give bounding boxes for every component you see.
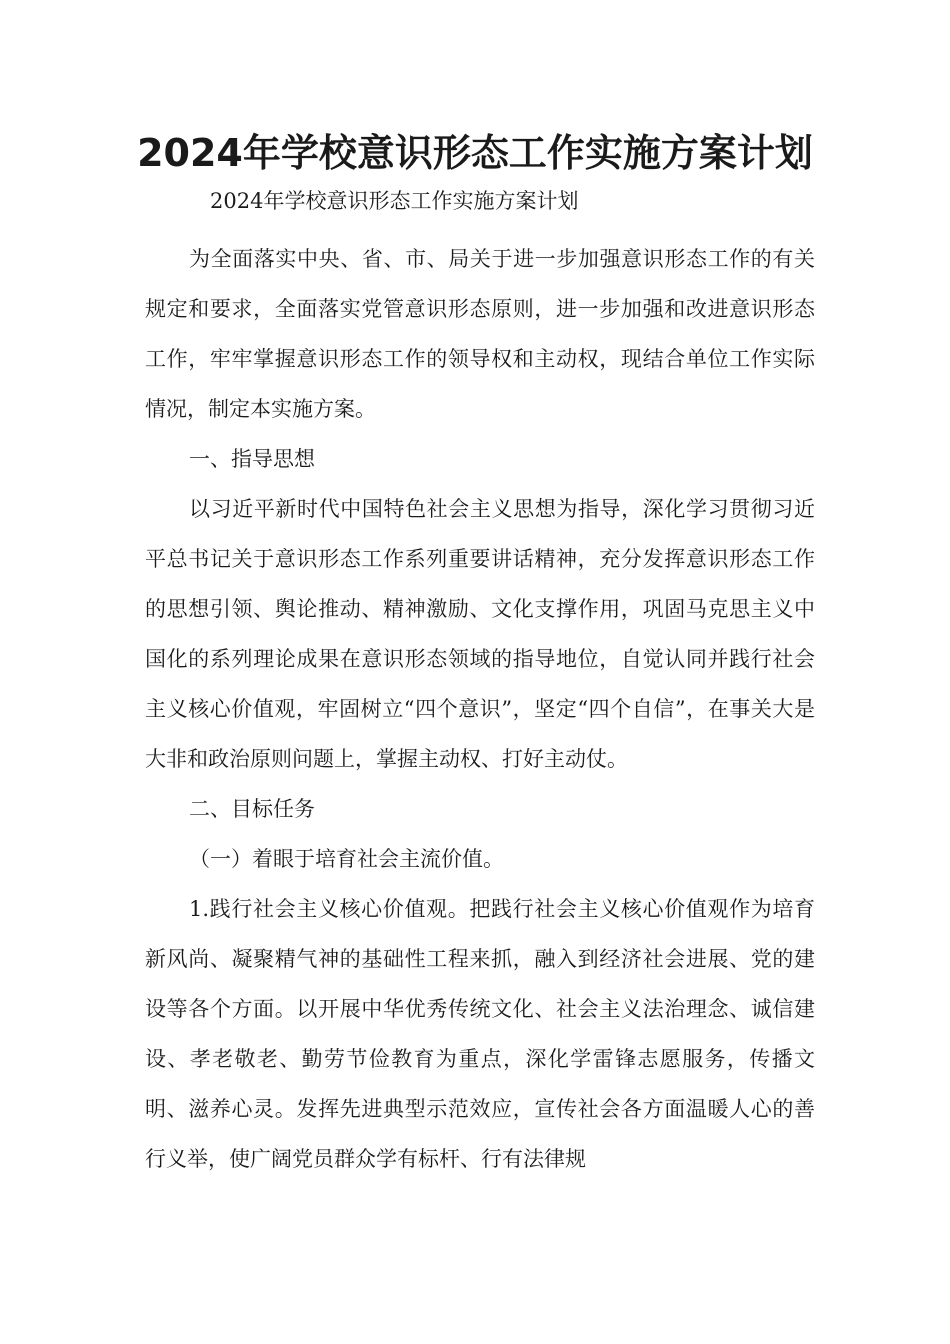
section-heading-goals: 二、目标任务 bbox=[189, 797, 315, 821]
document-title: 2024年学校意识形态工作实施方案计划 bbox=[137, 131, 813, 175]
document-body bbox=[145, 234, 815, 1184]
section-heading-guiding-thought: 一、指导思想 bbox=[189, 447, 315, 471]
subsection-heading-mainstream-values: （一）着眼于培育社会主流价值。 bbox=[189, 847, 504, 871]
item-core-values-paragraph: 1.践行社会主义核心价值观。把践行社会主义核心价值观作为培育新风尚、凝聚精气神的基础性工程来抓，融入到经济社会进展、党的建设等各个方面。以开展中华优秀传统文化、社会主义法治理念、诚信建设、孝老敬老、勤劳节俭教育为重点，深化学雷锋志愿服务，传播文明、滋养心灵。发挥先进典型示范效应，宣传社会各方面温暖人心的善行义举，使广阔党员群众学有标杆、行有法律规 bbox=[145, 897, 815, 1171]
intro-paragraph: 为全面落实中央、省、市、局关于进一步加强意识形态工作的有关规定和要求，全面落实党管意识形态原则，进一步加强和改进意识形态工作，牢牢掌握意识形态工作的领导权和主动权，现结合单位工作实际情况，制定本实施方案。 bbox=[145, 247, 815, 421]
document-subtitle: 2024年学校意识形态工作实施方案计划 bbox=[210, 189, 579, 213]
guiding-thought-paragraph: 以习近平新时代中国特色社会主义思想为指导，深化学习贯彻习近平总书记关于意识形态工作系列重要讲话精神，充分发挥意识形态工作的思想引领、舆论推动、精神激励、文化支撑作用，巩固马克思主义中国化的系列理论成果在意识形态领域的指导地位，自觉认同并践行社会主义核心价值观，牢固树立“四个意识”，坚定“四个自信”，在事关大是大非和政治原则问题上，掌握主动权、打好主动仗。 bbox=[145, 497, 815, 771]
